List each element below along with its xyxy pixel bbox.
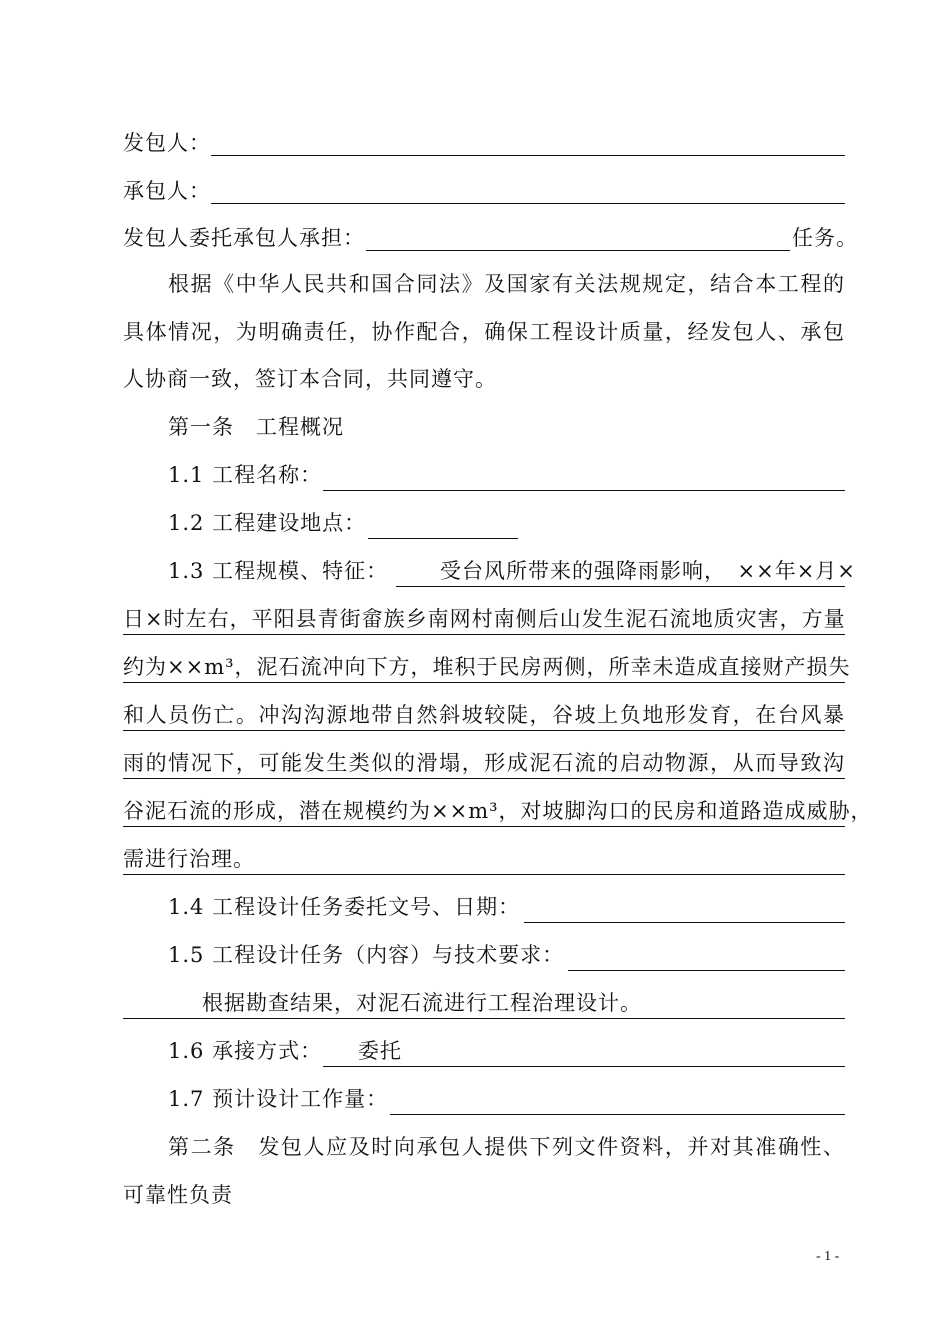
item-1-3-text-line-4: 和人员伤亡。冲沟沟源地带自然斜坡较陡，谷坡上负地形发育，在台风暴 [123,703,845,727]
contractor-blank[interactable] [211,203,845,204]
item-1-6-rule [323,1066,845,1067]
item-1-3-rule-4 [123,730,845,731]
item-1-7-blank[interactable] [390,1114,845,1115]
item-1-3-text-line-5: 雨的情况下，可能发生类似的滑塌，形成泥石流的启动物源，从而导致沟 [123,751,845,775]
item-1-1-blank[interactable] [323,490,845,491]
contractor-label: 承包人： [123,179,211,203]
article2-line-1: 第二条 发包人应及时向承包人提供下列文件资料，并对其准确性、 [168,1135,845,1159]
item-1-3-text-line-3: 约为××m³，泥石流冲向下方，堆积于民房两侧，所幸未造成直接财产损失 [123,655,851,679]
entrust-suffix: 任务。 [792,226,858,250]
item-1-2-blank[interactable] [368,538,518,539]
preamble-line-1: 根据《中华人民共和国合同法》及国家有关法规规定，结合本工程的 [168,272,845,296]
item-1-3-rule-2 [123,634,845,635]
article1-title: 第一条 工程概况 [168,415,344,439]
item-1-3-rule-6 [123,826,845,827]
item-1-5-label: 1.5 工程设计任务（内容）与技术要求： [168,943,565,967]
item-1-3-text-line-6: 谷泥石流的形成，潜在规模约为××m³，对坡脚沟口的民房和道路造成威胁， [123,799,873,823]
article2-line-2: 可靠性负责 [123,1183,233,1207]
item-1-3-rule-1 [396,586,845,587]
item-1-6-label: 1.6 承接方式： [168,1039,323,1063]
item-1-2-label: 1.2 工程建设地点： [168,511,367,535]
item-1-5-value: 根据勘查结果，对泥石流进行工程治理设计。 [202,991,642,1015]
item-1-4-label: 1.4 工程设计任务委托文号、日期： [168,895,521,919]
item-1-3-label: 1.3 工程规模、特征： [168,559,389,583]
item-1-6-value: 委托 [358,1039,402,1063]
item-1-1-label: 1.1 工程名称： [168,463,323,487]
issuer-blank[interactable] [211,155,845,156]
item-1-3-text-line-1: 受台风所带来的强降雨影响， ××年×月× [440,559,856,583]
preamble-line-2: 具体情况，为明确责任，协作配合，确保工程设计质量，经发包人、承包 [123,320,845,344]
entrust-blank[interactable] [366,250,790,251]
item-1-7-label: 1.7 预计设计工作量： [168,1087,389,1111]
preamble-line-3: 人协商一致，签订本合同，共同遵守。 [123,367,497,391]
item-1-3-text-line-7: 需进行治理。 [123,847,255,871]
item-1-3-rule-7 [123,874,845,875]
item-1-3-rule-5 [123,778,845,779]
entrust-label: 发包人委托承包人承担： [123,226,365,250]
item-1-3-text-line-2: 日×时左右，平阳县青街畲族乡南网村南侧后山发生泥石流地质灾害，方量 [123,607,846,631]
page-number: - 1 - [816,1249,840,1264]
item-1-4-blank[interactable] [524,922,845,923]
item-1-5-value-rule [123,1018,845,1019]
issuer-label: 发包人： [123,131,211,155]
item-1-5-blank[interactable] [568,970,845,971]
item-1-3-rule-3 [123,682,845,683]
